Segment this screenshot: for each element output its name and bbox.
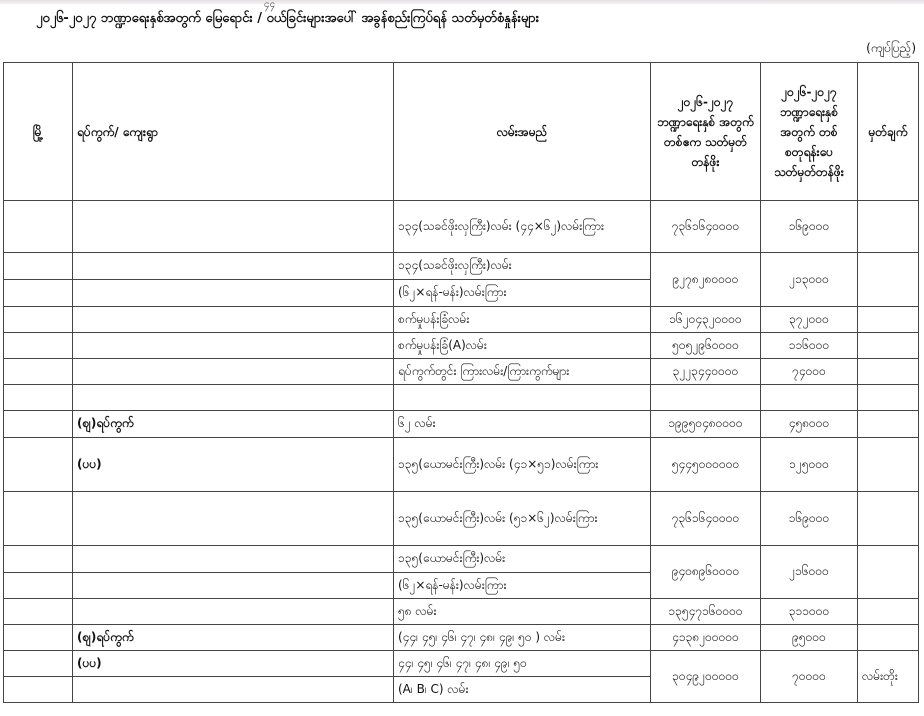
cell-township	[4, 438, 73, 492]
cell-remarks	[858, 438, 919, 492]
cell-per-sqft: ၁၆၉၀၀၀	[761, 492, 858, 546]
cell-township	[4, 599, 73, 625]
cell-township	[4, 677, 73, 703]
cell-township	[4, 385, 73, 411]
cell-street	[394, 385, 651, 411]
cell-street: ၅၈ လမ်း	[394, 599, 651, 625]
cell-ward	[73, 253, 394, 280]
cell-per-sqft: ၁၆၉၀၀၀	[761, 201, 858, 253]
table-row	[4, 625, 919, 651]
cell-township	[4, 307, 73, 333]
document-title: ၂၀၂၆-၂၀၂၇ ဘဏ္ဍာရေးနှစ်အတွက် မြေရောင်း / ဝယ်ခြင်းများအပေါ် အခွန်စည်းကြပ်ရန် သတ်မှတ်စံနှုန်းများ	[36, 11, 540, 26]
cell-street: ၁၃၅(ယောမင်းကြီး)လမ်း	[394, 546, 651, 573]
cell-per-sqft: ၇၀၀၀၀	[761, 651, 858, 703]
cell-per-sqft	[761, 385, 858, 411]
cell-township	[4, 546, 73, 573]
cell-street: စက်မှုပန်းခြံလမ်း	[394, 307, 651, 333]
cell-street: (၆၂×ရန်-မန်း)လမ်းကြား	[394, 573, 651, 599]
cell-per-acre: ၄၁၃၈၂၀၀၀၀၀	[651, 625, 761, 651]
cell-per-acre: ၇၃၆၁၆၄၀၀၀၀	[651, 201, 761, 253]
cell-per-acre: ၇၃၆၁၆၄၀၀၀၀	[651, 492, 761, 546]
cell-ward	[73, 307, 394, 333]
viewer-top-edge	[0, 0, 924, 4]
cell-per-acre: ၁၃၅၄၇၁၆၀၀၀၀	[651, 599, 761, 625]
header-rate-per-acre: ၂၀၂၆-၂၀၂၇ ဘဏ္ဍာရေးနှစ် အတွက် တစ်ဧက သတ်မှတ်တန်ဖိုး	[651, 63, 761, 201]
page-number: ၄၄	[264, 0, 276, 10]
table-row	[4, 492, 919, 546]
table-row	[4, 359, 919, 385]
cell-ward	[73, 333, 394, 359]
cell-township	[4, 280, 73, 307]
table-row	[4, 333, 919, 359]
cell-ward: (ဈ)ရပ်ကွက်	[73, 625, 394, 651]
cell-ward	[73, 677, 394, 703]
cell-township	[4, 333, 73, 359]
cell-township	[4, 625, 73, 651]
cell-remarks: လမ်းတိုး	[858, 651, 919, 703]
table-row	[4, 253, 919, 280]
cell-township	[4, 359, 73, 385]
cell-township	[4, 573, 73, 599]
cell-per-acre: ၁၆၂၀၄၃၂၀၀၀၀	[651, 307, 761, 333]
cell-street: (၆၂×ရန်-မန်း)လမ်းကြား	[394, 280, 651, 307]
unit-label: (ကျပ်ပြည့်)	[866, 41, 916, 55]
cell-street: စက်မှုပန်းခြံ(A)လမ်း	[394, 333, 651, 359]
cell-street: (၄၄၊ ၄၅၊ ၄၆၊ ၄၇၊ ၄၈၊ ၄၉၊ ၅၀ ) လမ်း	[394, 625, 651, 651]
cell-per-sqft: ၃၇၂၀၀၀	[761, 307, 858, 333]
cell-remarks	[858, 333, 919, 359]
cell-per-sqft: ၂၁၃၀၀၀	[761, 253, 858, 307]
cell-per-acre: ၁၉၉၅၀၄၈၀၀၀၀	[651, 411, 761, 438]
cell-per-sqft: ၉၅၀၀၀	[761, 625, 858, 651]
cell-per-sqft: ၃၁၁၀၀၀	[761, 599, 858, 625]
cell-ward: (ပပ)	[73, 651, 394, 677]
cell-street: ၁၃၅(ယောမင်းကြီး)လမ်း (၄၁×၅၁)လမ်းကြား	[394, 438, 651, 492]
cell-ward	[73, 546, 394, 573]
table-row	[4, 307, 919, 333]
table-row	[4, 438, 919, 492]
table-row	[4, 651, 919, 677]
header-remarks: မှတ်ချက်	[858, 63, 919, 201]
cell-per-acre: ၉၄၀၈၉၆၀၀၀၀	[651, 546, 761, 599]
cell-remarks	[858, 359, 919, 385]
table-row	[4, 599, 919, 625]
cell-street: ၆၂ လမ်း	[394, 411, 651, 438]
cell-township	[4, 651, 73, 677]
table-row	[4, 546, 919, 573]
cell-ward	[73, 492, 394, 546]
cell-per-acre: ၃၀၄၉၂၀၀၀၀၀	[651, 651, 761, 703]
table-row-empty	[4, 385, 919, 411]
cell-ward: (ဈ)ရပ်ကွက်	[73, 411, 394, 438]
cell-ward	[73, 385, 394, 411]
cell-street: ရပ်ကွက်တွင်း ကြားလမ်း/ကြားကွက်များ	[394, 359, 651, 385]
cell-ward	[73, 201, 394, 253]
cell-ward	[73, 280, 394, 307]
cell-remarks	[858, 546, 919, 599]
cell-remarks	[858, 411, 919, 438]
header-street: လမ်းအမည်	[394, 63, 651, 201]
cell-township	[4, 253, 73, 280]
table-row	[4, 411, 919, 438]
cell-remarks	[858, 492, 919, 546]
cell-remarks	[858, 599, 919, 625]
header-ward: ရပ်ကွက်/ ကျေးရွာ	[73, 63, 394, 201]
header-township: မြို့	[4, 63, 73, 201]
cell-ward: (ပပ)	[73, 438, 394, 492]
cell-street: (A၊ B၊ C) လမ်း	[394, 677, 651, 703]
header-rate-per-sqft: ၂၀၂၆-၂၀၂၇ ဘဏ္ဍာရေးနှစ် အတွက် တစ်စတုရန်းပေ သတ်မှတ်တန်ဖိုး	[761, 63, 858, 201]
cell-per-acre: ၅၀၅၂၉၆၀၀၀၀	[651, 333, 761, 359]
cell-per-sqft: ၄၅၈၀၀၀	[761, 411, 858, 438]
cell-per-sqft: ၇၄၀၀၀	[761, 359, 858, 385]
cell-per-acre: ၅၄၄၅၀၀၀၀၀၀	[651, 438, 761, 492]
cell-ward	[73, 359, 394, 385]
cell-street: ၄၄၊ ၄၅၊ ၄၆၊ ၄၇၊ ၄၈၊ ၄၉၊ ၅၀	[394, 651, 651, 677]
cell-street: ၁၃၄(သခင်ဖိုးလှကြီး)လမ်း	[394, 253, 651, 280]
cell-township	[4, 411, 73, 438]
cell-remarks	[858, 307, 919, 333]
cell-street: ၁၃၅(ယောမင်းကြီး)လမ်း (၅၁×၆၂)လမ်းကြား	[394, 492, 651, 546]
cell-per-sqft: ၁၂၅၀၀၀	[761, 438, 858, 492]
cell-remarks	[858, 385, 919, 411]
cell-per-acre	[651, 385, 761, 411]
cell-street: ၁၃၄(သခင်ဖိုးလှကြီး)လမ်း (၄၄×၆၂)လမ်းကြား	[394, 201, 651, 253]
cell-per-acre: ၃၂၂၃၄၄၀၀၀၀	[651, 359, 761, 385]
cell-remarks	[858, 201, 919, 253]
cell-per-sqft: ၁၁၆၀၀၀	[761, 333, 858, 359]
cell-township	[4, 492, 73, 546]
cell-remarks	[858, 253, 919, 307]
table-row	[4, 201, 919, 253]
cell-ward	[73, 599, 394, 625]
rate-table	[3, 62, 919, 703]
header-row	[4, 63, 919, 201]
cell-per-sqft: ၂၁၆၀၀၀	[761, 546, 858, 599]
cell-ward	[73, 573, 394, 599]
cell-township	[4, 201, 73, 253]
cell-remarks	[858, 625, 919, 651]
cell-per-acre: ၉၂၇၈၂၈၀၀၀၀	[651, 253, 761, 307]
